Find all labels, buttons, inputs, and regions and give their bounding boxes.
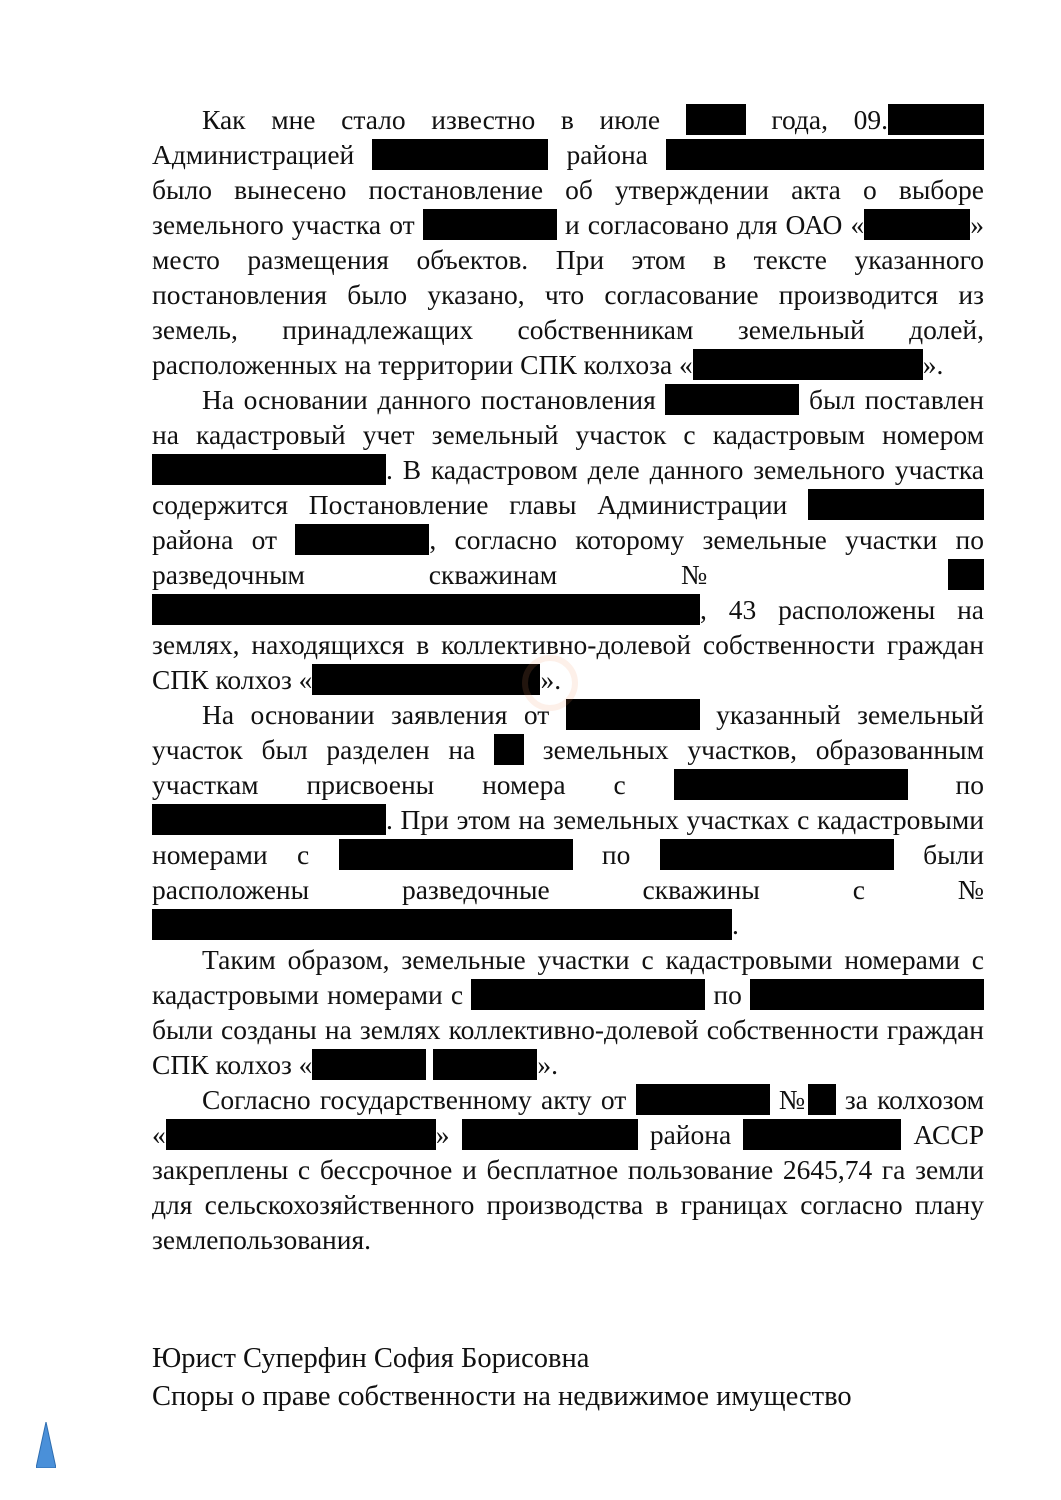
redaction-block xyxy=(674,769,908,800)
paragraph-5: Согласно государственному акту от № за колхозом « » района АССР закреплены с бессрочное и бесплатное пользование 2645,74 га земли для сельскохозяйственного производства в границах согласно плану землепользования. xyxy=(152,1084,985,1255)
redaction-block xyxy=(750,979,984,1010)
corner-triangle-icon xyxy=(36,1422,56,1468)
redaction-block xyxy=(666,139,984,170)
redaction-block xyxy=(693,349,923,380)
redaction-block xyxy=(566,699,700,730)
redaction-block xyxy=(312,1049,426,1080)
redaction-block xyxy=(152,594,700,625)
redaction-block xyxy=(295,524,429,555)
redaction-block xyxy=(660,839,894,870)
redaction-block xyxy=(462,1119,638,1150)
redaction-block xyxy=(312,664,540,695)
redaction-block xyxy=(152,804,386,835)
redaction-block xyxy=(665,384,799,415)
redaction-block xyxy=(864,209,970,240)
paragraph-2: На основании данного постановления был поставлен на кадастровый учет земельный участок с кадастровым номером . В кадастровом деле данного земельного участка содержится Постановление главы Администрации района от , согласно которому земельные участки по разведочным скважинам № , 43 расположены на землях, находящихся в коллективно-долевой собственности граждан СПК колхоз « ». xyxy=(152,384,984,695)
redaction-block xyxy=(686,104,746,135)
redaction-block xyxy=(339,839,573,870)
paragraph-3: На основании заявления от указанный земельный участок был разделен на земельных участков, образованным участкам присвоены номера с по . При этом на земельных участках с кадастровыми номерами с по были расположены разведочные скважины с № . xyxy=(152,699,985,940)
redaction-block xyxy=(494,734,524,765)
redaction-block xyxy=(808,489,984,520)
redaction-block xyxy=(423,209,557,240)
redaction-block xyxy=(433,1049,537,1080)
redaction-block xyxy=(372,139,548,170)
redaction-block xyxy=(743,1119,901,1150)
redaction-block xyxy=(152,454,386,485)
redaction-block xyxy=(808,1084,836,1115)
redaction-block xyxy=(948,559,984,590)
signature-topic: Споры о праве собственности на недвижимое имущество xyxy=(152,1381,852,1412)
redaction-block xyxy=(166,1119,436,1150)
signature-name: Юрист Суперфин София Борисовна xyxy=(152,1343,590,1374)
paragraph-1: Как мне стало известно в июле года, 09. Администрацией района было вынесено постановление об утверждении акта о выборе земельного участка от и согласовано для ОАО « » место размещения объектов. При этом в тексте указанного постановления было указано, что согласование производится из земель, принадлежащих собственникам земельный долей, расположенных на территории СПК колхоза « ». xyxy=(152,104,984,380)
redaction-block xyxy=(888,104,984,135)
watermark-logo-icon xyxy=(522,655,578,711)
redaction-block xyxy=(636,1084,770,1115)
redaction-block xyxy=(152,909,732,940)
paragraph-4: Таким образом, земельные участки с кадастровыми номерами с кадастровыми номерами с по были созданы на землях коллективно-долевой собственности граждан СПК колхоз « ». xyxy=(152,944,984,1080)
redaction-block xyxy=(471,979,705,1010)
